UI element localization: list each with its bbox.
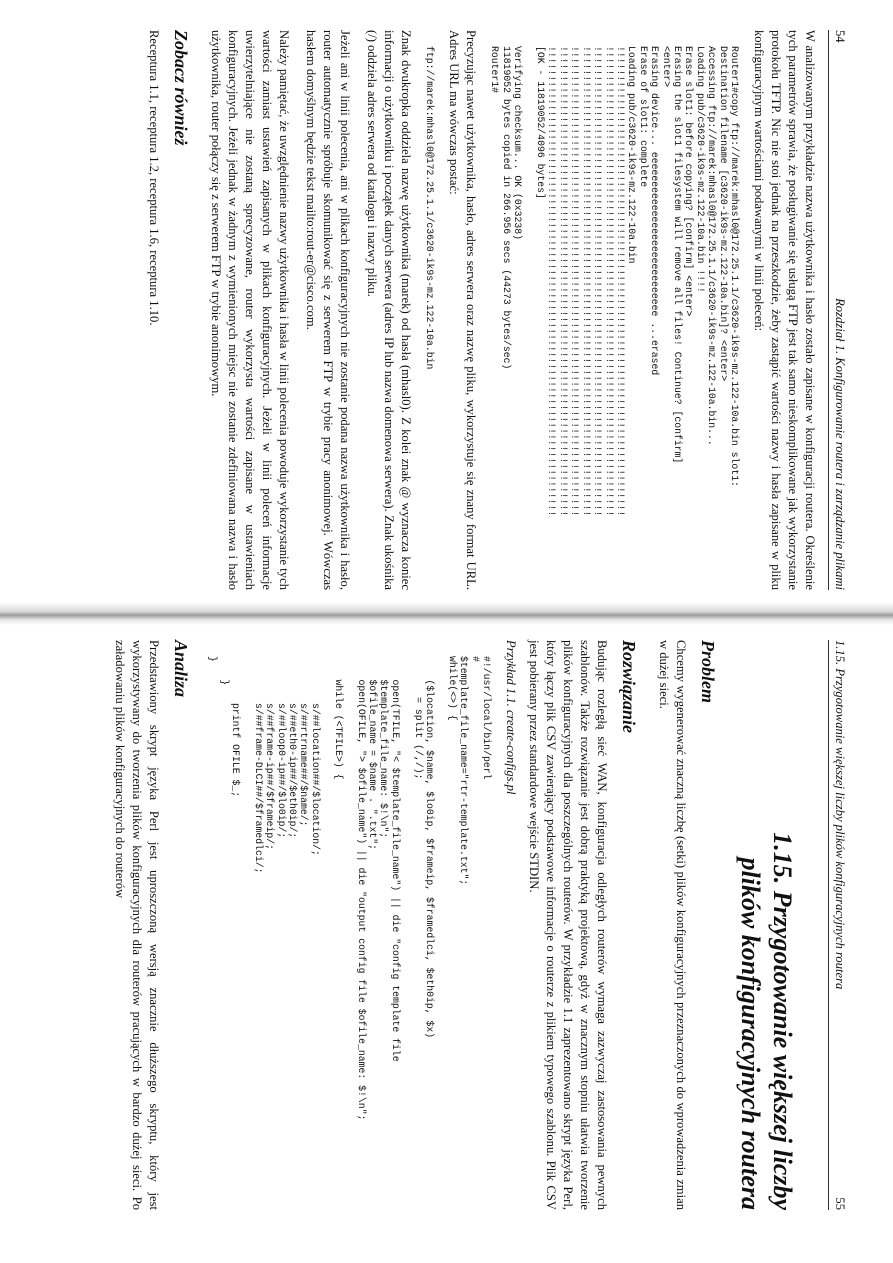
code-line xyxy=(401,656,412,1210)
code-line xyxy=(321,656,332,1210)
section-heading: Problem xyxy=(698,640,718,703)
section-heading: Rozwiązanie xyxy=(619,640,639,734)
code-line xyxy=(241,656,252,1210)
chapter-title xyxy=(734,640,798,1210)
page-54 xyxy=(145,30,848,590)
section-heading: Zobacz również xyxy=(170,30,191,146)
code-line: [OK - 11819052/4096 bytes] xyxy=(535,46,547,199)
page-header xyxy=(828,640,848,1210)
paragraph: Znak dwukropka oddziela nazwę użytkownika (marek) od hasła (mhasl0). Z kolei znak @ wyznacza koniec informacji o użytkowniku i początek danych serwera (adres IP lub nazwa domenowa serwera). Znak ukośnika (/) oddziela adres serwera od katalogu i nazwy pliku. xyxy=(364,30,413,590)
page-number: 55 xyxy=(833,1197,847,1210)
running-header: 1.15. Przygotowanie większej liczby plików konfiguracyjnych routera xyxy=(833,640,847,990)
code-line: s/##frame-ip##/$frameip/; xyxy=(264,656,276,851)
code-line: Router1# xyxy=(489,46,501,94)
code-line: Erase slot1: before copying? [confirm] <enter> xyxy=(683,46,695,317)
code-line: printf OFILE $_; xyxy=(230,656,242,798)
section-heading: Analiza xyxy=(170,640,191,698)
code-line: $template_file_name="rtr-template.txt"; xyxy=(458,656,470,886)
code-line: Loading pub/c3620-ik9s-mz.122-10a.bin xyxy=(626,46,638,264)
code-line: !!!!!!!!!!!!!!!!!!!!!!!!!!!!!!!!!!!!!!!!!!!!!!!!!!!!!!!!!!!!!!!!!!!!!!!!!!!!!!!! xyxy=(603,46,615,517)
code-line: open(OFILE, "> $ofile_name") || die "output config file $ofile_name: $!\n"; xyxy=(355,656,367,1121)
code-line: !!!!!!!!!!!!!!!!!!!!!!!!!!!!!!!!!!!!!!!!!!!!!!!!!!!!!!!!!!!!!!!!!!!!!!!!!!!!!!!! xyxy=(557,46,569,517)
page-number: 54 xyxy=(833,30,847,43)
code-line: while (<TFILE>) { xyxy=(332,656,344,780)
code-line xyxy=(523,46,534,590)
book-fold xyxy=(0,603,893,625)
paragraph: Należy pamiętać, że uwzględnienie nazwy użytkownika i hasła w linii polecenia powoduje wykorzystanie tych wartości zamiast ustawień zapisanych w plikach konfiguracyjnych. Jeżeli w linii poleceń informacje uwierzytelniające nie zostaną sprecyzowane, router wykorzysta wartości zapisane w ustawieniach konfiguracyjnych. Jeżeli jednak w żadnym z wymienionych miejsc nie zostanie zdefiniowana nazwa i hasło użytkownika, router połączy się z serwerem FTP w trybie anonimowym. xyxy=(208,30,291,590)
code-line: !!!!!!!!!!!!!!!!!!!!!!!!!!!!!!!!!!!!!!!!!!!!!!!!!!!!!!!!!!!!!!!!!!!!!!!!!!!!!!!! xyxy=(580,46,592,517)
code-line: !!!!!!!!!!!!!!!!!!!!!!!!!!!!!!!!!!!!!!!!!!!!!!!!!!!!!!!!!!!!!!!!!!!!!!!!!!!!!!!! xyxy=(569,46,581,517)
code-line: s/##location##/$location/; xyxy=(309,656,321,856)
code-line xyxy=(344,656,355,1210)
code-url: ftp://marek:mhasl0@172.25.1.1/c3620-ik9s-mz.122-10a.bin xyxy=(424,46,436,370)
code-line: Erase of slot1: complete xyxy=(637,46,649,188)
code-line: !!!!!!!!!!!!!!!!!!!!!!!!!!!!!!!!!!!!!!!!!!!!!!!!!!!!!!!!!!!!!!!!!!!!!!!!!!!!!!!! xyxy=(614,46,626,517)
code-line: while(<>) { xyxy=(446,656,458,721)
paragraph: Precyzując nawet użytkownika, hasło, adres serwera oraz nazwę pliku, wykorzystuje się znany format URL. Adres URL ma wówczas postać: xyxy=(447,30,479,590)
code-line: Verifying checksum... OK (0x3238) xyxy=(512,46,524,241)
code-line: } xyxy=(218,656,230,686)
code-line: Loading pub/c3620-ik9s-mz.122-10a.bin !!!! xyxy=(694,46,706,293)
paragraph: Receptura 1.1, receptura 1.2, receptura 1.6, receptura 1.10. xyxy=(146,30,161,326)
code-line: $ofile_name = $name . ".txt"; xyxy=(366,656,378,851)
code-line: ($location, $name, $lo0ip, $frameip, $framedlci, $eth0ip, $x) xyxy=(423,656,435,1039)
running-header: Rozdział 1. Konfigurowanie routera i zarządzanie plikami xyxy=(833,298,847,590)
code-line: s/##rtrname##/$name/; xyxy=(298,656,310,827)
code-line: s/##frame-DLCI##/$framedlci/; xyxy=(252,656,264,874)
code-line: Destination filename [c3620-ik9s-mz.122-10a.bin]? <enter> xyxy=(717,46,729,382)
code-line: Accessing ftp://marek:mhasl0@172.25.1.1/c3620-ik9s-mz.122-10a.bin... xyxy=(706,46,718,446)
code-line: # xyxy=(469,656,481,662)
code-line: $template_file_name: $!\n"; xyxy=(378,656,390,839)
code-line: !!!!!!!!!!!!!!!!!!!!!!!!!!!!!!!!!!!!!!!!!!!!!!!!!!!!!!!!!!!!!!!!!!!!!!!!!!!!!!!! xyxy=(592,46,604,517)
code-line: s/##eth0-ip##/$eth0ip/; xyxy=(287,656,299,839)
code-block xyxy=(207,656,492,1210)
code-line: Erasing the slot1 filesystem will remove all files! Continue? [confirm] xyxy=(671,46,683,464)
code-line: Erasing device... eeeeeeeeeeeeeeeeeeeeeeeeeeee ...erased xyxy=(649,46,661,376)
code-block xyxy=(489,46,740,590)
page-55 xyxy=(111,640,848,1210)
paragraph: Jeżeli ani w linii polecenia, ani w plikach konfiguracyjnych nie zostanie podana nazwa użytkownika i hasło, router automatycznie spróbuje skomunikować się z serwerem FTP w trybie pracy anonimowej. Wówczas hasłem domyślnym będzie tekst mailto:rout-er@cisco.com. xyxy=(303,30,352,590)
code-line: } xyxy=(207,656,219,662)
paragraph: W analizowanym przykładzie nazwa użytkownika i hasło zostało zapisane w konfiguracji routera. Określenie tych parametrów sprawia, że posługiwanie się usługą FTP jest tak samo nieskomplikowane jak wykorzystanie protokołu TFTP. Nic nie stoi jednak na przeszkodzie, żeby zastąpić wartości nazwy i hasła zapisane w pliku konfiguracyjnym wartościami podawanymi w linii poleceń: xyxy=(752,30,817,590)
paragraph: Budując rozległą sieć WAN, konfiguracja odległych routerów wymaga zazwyczaj zastosowania pewnych szablonów. Także rozwiązanie jest dobrą praktyką projektową, gdyż w znacznym stopniu ułatwia tworzenie plików konfiguracyjnych dla poszczególnych routerów. W przykładzie 1.1 zaprezentowano skrypt języka Perl, który łączy plik CSV zawierający podstawowe informacje o routerze z plikiem typowego szablonu. Plik CSV jest pobierany przez standardowe wejście STDIN. xyxy=(527,640,609,1210)
title-line: 1.15. Przygotowanie większej liczby xyxy=(768,832,797,1210)
example-caption: Przykład 1.1. create-configs.pl xyxy=(504,640,518,795)
code-line: !!!!!!!!!!!!!!!!!!!!!!!!!!!!!!!!!!!!!!!!!!!!!!!!!!!!!!!!!!!!!!!!!!!!!!!!!!!!!!!! xyxy=(546,46,558,517)
code-line: s/##loop0-ip##/$lo0ip/; xyxy=(275,656,287,839)
paragraph: Chcemy wygenerować znaczną liczbę (setki) plików konfiguracyjnych przeznaczonych do wprowadzenia zmian w dużej sieci. xyxy=(657,640,688,1210)
page-header xyxy=(828,30,848,590)
title-line: plików konfiguracyjnych routera xyxy=(736,857,765,1210)
code-line: open(TFILE, "< $template_file_name") || die "config template file xyxy=(389,656,401,1062)
code-line: = split (/,/); xyxy=(412,656,424,780)
code-line: #!/usr/local/bin/perl xyxy=(481,656,492,780)
code-line: 11819052 bytes copied in 266.956 secs (44273 bytes/sec) xyxy=(500,46,512,370)
code-line: Router1#copy ftp://marek:mhasl0@172.25.1.1/c3620-ik9s-mz.122-10a.bin slot1: xyxy=(729,46,740,487)
code-line xyxy=(435,656,446,1210)
code-line: <enter> xyxy=(660,46,672,88)
paragraph: Przedstawiony skrypt języka Perl jest uproszczoną wersją znacznie dłuższego skryptu, który jest wykorzystywany do tworzenia plików konfiguracyjnych dla routerów pracujących w bardzo dużej sieci. Po załadowaniu plików konfiguracyjnych do routerów xyxy=(112,640,161,1210)
